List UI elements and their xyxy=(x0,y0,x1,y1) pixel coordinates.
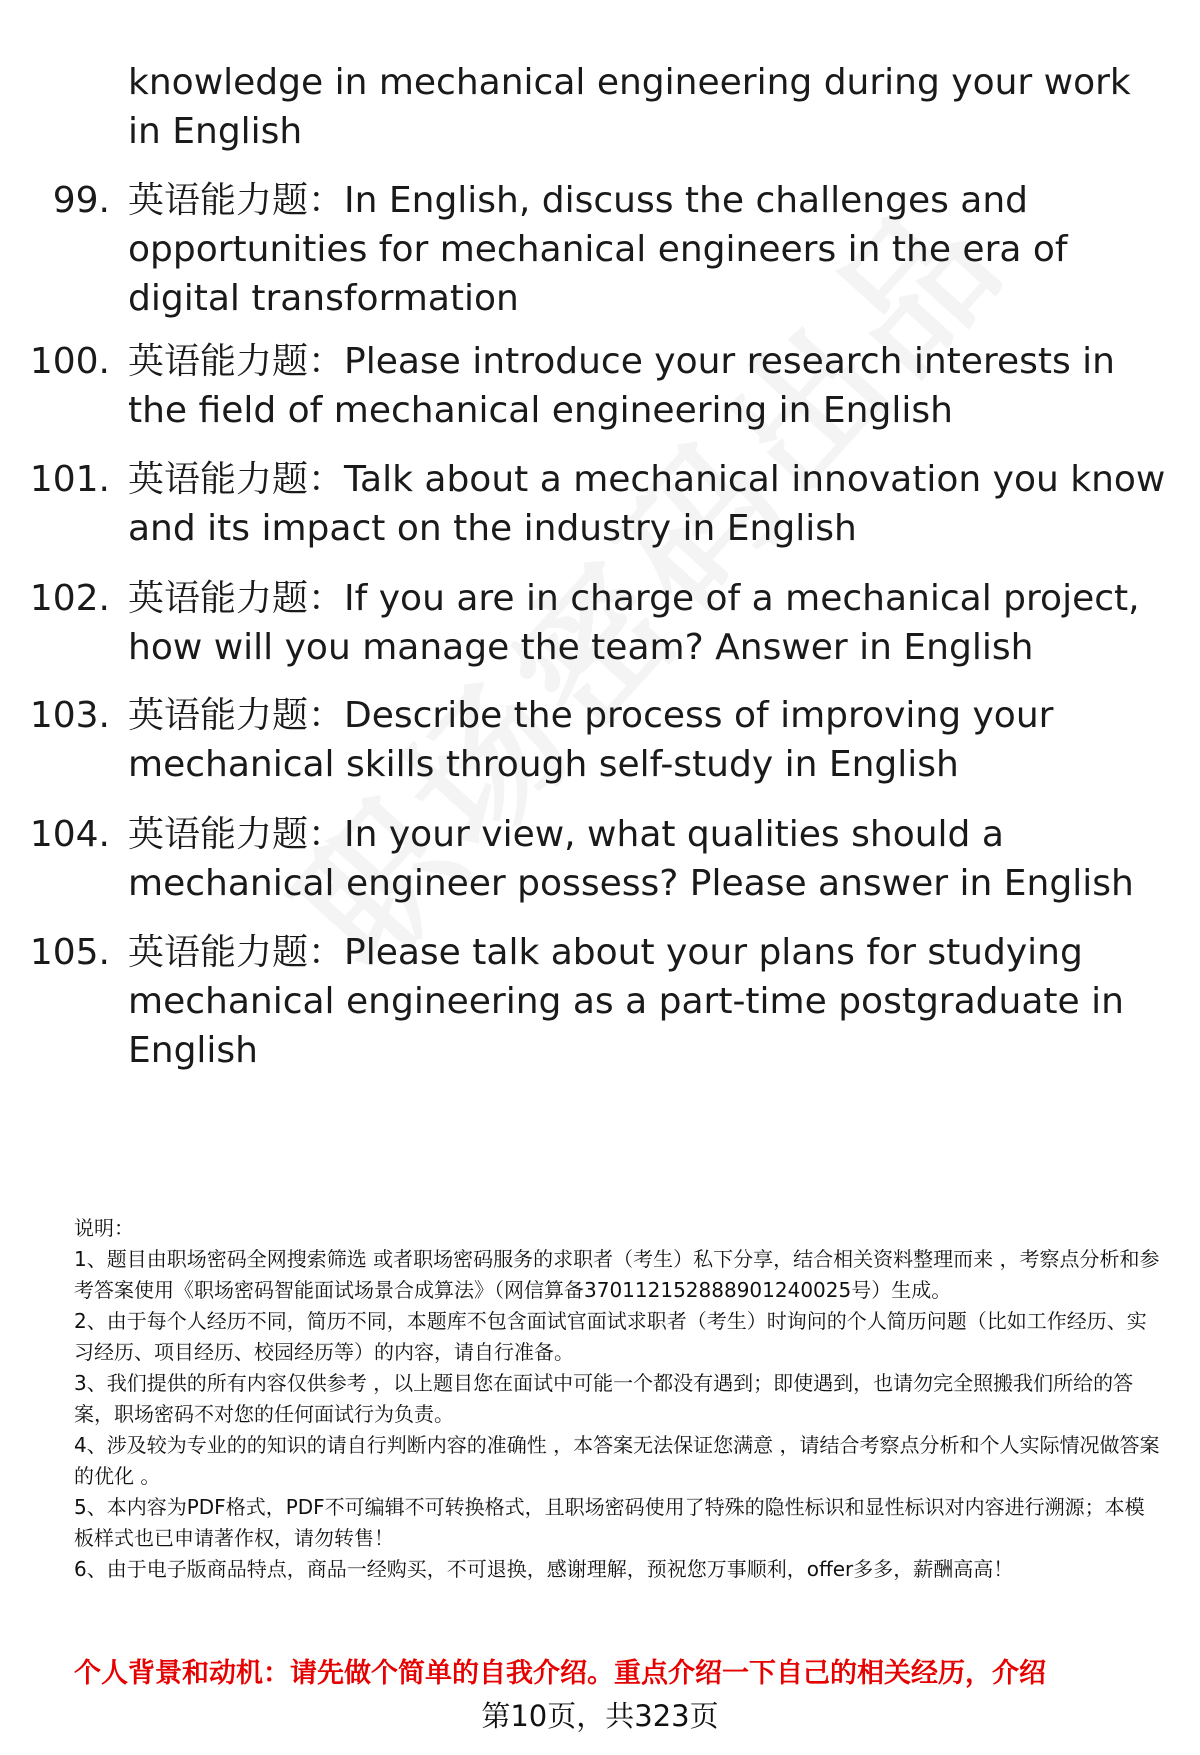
question-text: 英语能力题：Describe the process of improving your mechanical skills through self-study in English xyxy=(128,695,1054,785)
question-number: 101. xyxy=(29,459,110,500)
question-number: 100. xyxy=(29,341,110,382)
question-text: 英语能力题：Talk about a mechanical innovation you know and its impact on the industry in English xyxy=(128,459,1166,549)
notes-section xyxy=(74,1213,1164,1585)
question-number: 99. xyxy=(52,180,110,221)
note-item: 1、题目由职场密码全网搜索筛选 或者职场密码服务的求职者（考生）私下分享，结合相关资料整理而来 ，考察点分析和参考答案使用《职场密码智能面试场景合成算法》（网信算备370112152888901240025号）生成。 xyxy=(74,1247,1160,1302)
question-text: 英语能力题：In English, discuss the challenges and opportunities for mechanical engineers in the era of digital transformation xyxy=(128,180,1068,319)
note-item: 2、由于每个人经历不同，简历不同，本题库不包含面试官面试求职者（考生）时询问的个人简历问题（比如工作经历、实习经历、项目经历、校园经历等）的内容，请自行准备。 xyxy=(74,1309,1147,1364)
notes-title: 说明： xyxy=(74,1216,134,1240)
question-text: 英语能力题：Please introduce your research interests in the field of mechanical engineering in English xyxy=(128,341,1115,431)
question-text: 英语能力题：In your view, what qualities should a mechanical engineer possess? Please answer in English xyxy=(128,814,1134,904)
question-number: 105. xyxy=(29,932,110,973)
question-number: 102. xyxy=(29,578,110,619)
question-text: 英语能力题：If you are in charge of a mechanical project, how will you manage the team? Answer in English xyxy=(128,578,1140,668)
note-item: 5、本内容为PDF格式，PDF不可编辑不可转换格式，且职场密码使用了特殊的隐性标识和显性标识对内容进行溯源；本模板样式也已申请著作权，请勿转售！ xyxy=(74,1495,1145,1550)
note-item: 4、涉及较为专业的的知识的请自行判断内容的准确性 ，本答案无法保证您满意 ，请结合考察点分析和个人实际情况做答案的优化 。 xyxy=(74,1433,1160,1488)
note-item: 6、由于电子版商品特点，商品一经购买，不可退换，感谢理解，预祝您万事顺利，offer多多，薪酬高高！ xyxy=(74,1557,1014,1581)
continuation-text: knowledge in mechanical engineering during your work in English xyxy=(128,62,1131,152)
question-number: 103. xyxy=(29,695,110,736)
question-text: 英语能力题：Please talk about your plans for studying mechanical engineering as a part-time postgraduate in English xyxy=(128,932,1124,1071)
section-heading: 个人背景和动机：请先做个简单的自我介绍。重点介绍一下自己的相关经历，介绍 xyxy=(74,1658,1046,1689)
page-number: 第10页，共323页 xyxy=(481,1699,719,1733)
note-item: 3、我们提供的所有内容仅供参考 ，以上题目您在面试中可能一个都没有遇到；即使遇到，也请勿完全照搬我们所给的答案，职场密码不对您的任何面试行为负责。 xyxy=(74,1371,1134,1426)
question-number: 104. xyxy=(29,814,110,855)
